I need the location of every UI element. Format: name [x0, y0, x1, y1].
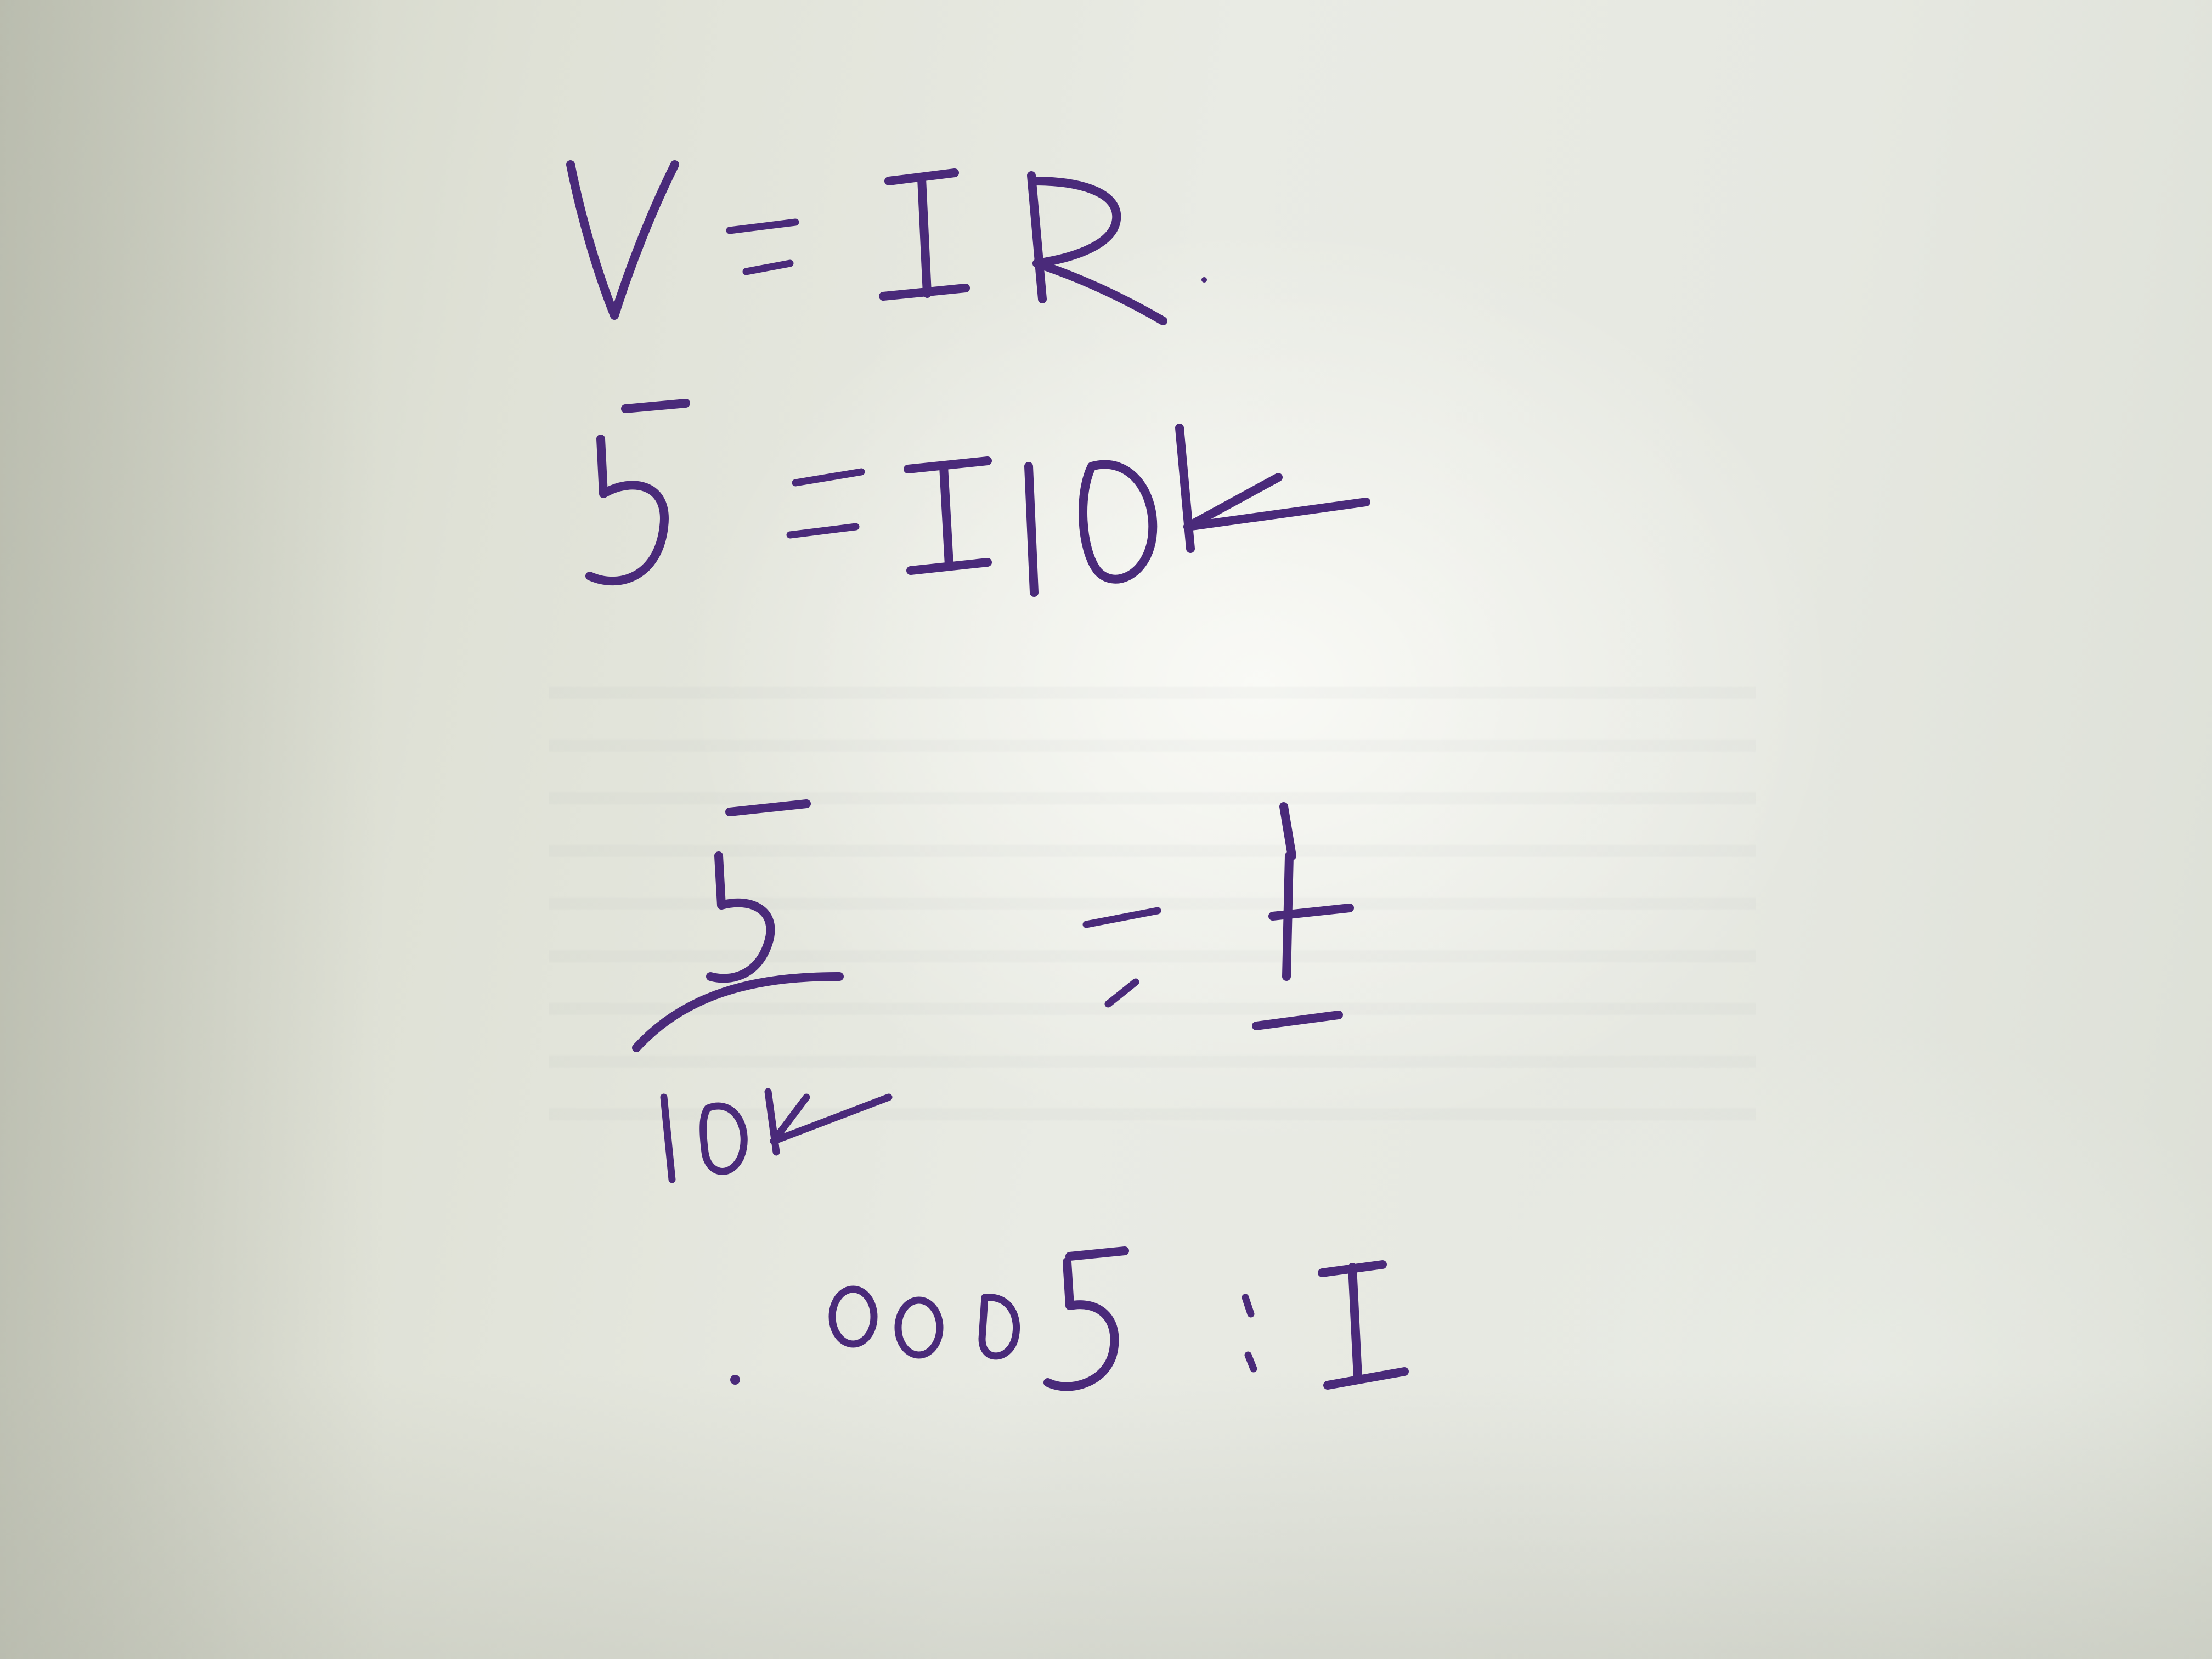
equation-line-2: [592, 406, 989, 534]
fraction-denominator: [658, 1086, 797, 1176]
equation-line-1: [571, 165, 835, 292]
equation-line-4: [730, 1251, 1192, 1379]
equation-line-3-rhs: [1086, 878, 1218, 1006]
fraction-numerator: [713, 806, 779, 934]
